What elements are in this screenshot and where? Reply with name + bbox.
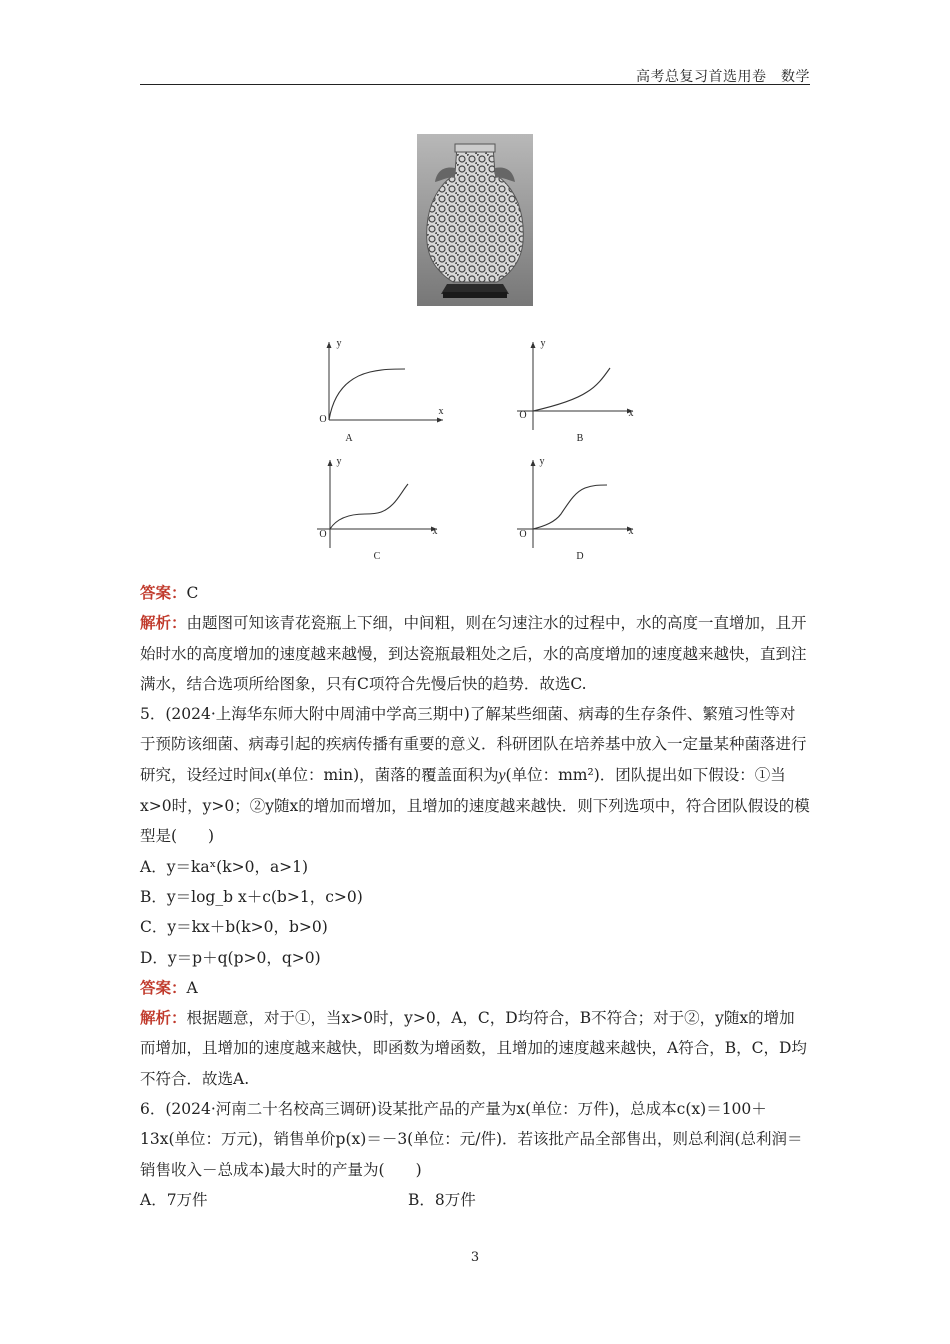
graph-a	[315, 338, 445, 444]
q5-stem-part6: y随	[265, 797, 290, 816]
graph-b-label: B	[576, 433, 584, 444]
graph-a-origin: O	[319, 414, 327, 425]
graph-b-y-label: y	[540, 338, 546, 349]
graph-c-y-label: y	[336, 456, 342, 467]
graph-d-origin: O	[519, 529, 527, 540]
graph-d-y-label: y	[539, 456, 545, 467]
graph-d-x-label: x	[628, 526, 634, 537]
q6-stem	[140, 1094, 810, 1185]
q6-option-a: A．7万件	[140, 1190, 208, 1209]
q6-stem-text: 设某批产品的产量为x(单位：万件)，总成本c(x)＝100＋13x(单位：万元)，销售单价p(x)＝－3(单位：元/件)．若该批产品全部售出，则总利润(总利润＝销售收入－总成本)最大时的产量为( )	[140, 1100, 803, 1179]
q4-analysis-label: 解析：	[140, 613, 187, 633]
q5-option-d: D．y＝p＋q(p>0，q>0)	[140, 948, 321, 967]
q4-analysis-text: 由题图可知该青花瓷瓶上下细，中间粗，则在匀速注水的过程中，水的高度一直增加，且开始时水的高度增加的速度越来越慢，到达瓷瓶最粗处之后，水的高度增加的速度越来越快，直到注满水，结合选项所给图象，只有C项符合先慢后快的趋势．故选C.	[140, 614, 807, 693]
q5-answer	[140, 973, 810, 1003]
graph-c-x-label: x	[432, 526, 438, 537]
graph-c	[315, 456, 445, 562]
graph-c-label: C	[373, 551, 381, 562]
graph-a-y-label: y	[336, 338, 342, 349]
graph-b	[515, 338, 645, 444]
q5-option-b: B．y＝log_b x＋c(b>1，c>0)	[140, 887, 363, 906]
graph-d-label: D	[576, 551, 584, 562]
header-title: 高考总复习首选用卷 数学	[636, 69, 810, 85]
q5-option-c: C．y＝kx＋b(k>0，b>0)	[140, 918, 328, 937]
q6-option-b: B．8万件	[408, 1190, 476, 1209]
graph-a-label: A	[345, 433, 353, 444]
q4-analysis	[140, 608, 810, 699]
q5-stem-part4: x>0时，	[140, 797, 203, 816]
q5-stem-part2: (单位：min)，菌落的覆盖面积为	[270, 765, 499, 784]
q6-options	[140, 1185, 810, 1215]
q5-answer-value: A	[186, 978, 198, 997]
vase-image	[417, 134, 533, 306]
q5-number: 5．	[140, 705, 166, 724]
q6-number: 6．	[140, 1100, 166, 1119]
q5-stem-part5: y>0；②	[202, 797, 266, 816]
q5-stem-part7: x的增加而增加，且增加的速度越来越快．则下列选项中，符合团队假设的模型是( )	[140, 797, 810, 846]
q5-analysis-text: 根据题意，对于①，当x>0时，y>0，A，C，D均符合，B不符合；对于②，y随x的增加而增加，且增加的速度越来越快，即函数为增函数，且增加的速度越来越快，A符合，B，C，D均不符合．故选A.	[140, 1009, 807, 1088]
question-content	[140, 578, 810, 1215]
q5-source: (2024·上海华东师大附中周浦中学高三期中)	[165, 705, 470, 724]
q5-answer-label: 答案：	[140, 977, 187, 997]
q4-answer	[140, 578, 810, 608]
graph-c-origin: O	[319, 529, 327, 540]
q6-source: (2024·河南二十名校高三调研)	[165, 1100, 377, 1119]
graph-b-x-label: x	[628, 408, 634, 419]
q4-answer-value: C	[186, 584, 199, 602]
q5-analysis	[140, 1003, 810, 1094]
q4-answer-label: 答案：	[140, 583, 187, 602]
page-number: 3	[470, 1250, 480, 1265]
q5-analysis-label: 解析：	[140, 1008, 187, 1028]
q5-stem-part3: (单位：mm²)．团队提出如下假设：①当	[505, 765, 786, 784]
q5-stem-part1: 了解某些细菌、病毒的生存条件、繁殖习性等对于预防该细菌、病毒引起的疾病传播有重要的意义．科研团队在培养基中放入一定量某种菌落进行研究，设经过时间	[140, 705, 807, 784]
q5-var-x: x	[264, 766, 271, 784]
graph-d	[515, 456, 645, 562]
graph-a-x-label: x	[438, 406, 444, 417]
q5-option-a: A．y＝kaˣ(k>0，a>1)	[140, 857, 309, 876]
page-header	[140, 62, 810, 85]
q5-var-y: y	[498, 766, 506, 784]
q5-stem	[140, 699, 810, 851]
graph-b-origin: O	[519, 410, 527, 421]
